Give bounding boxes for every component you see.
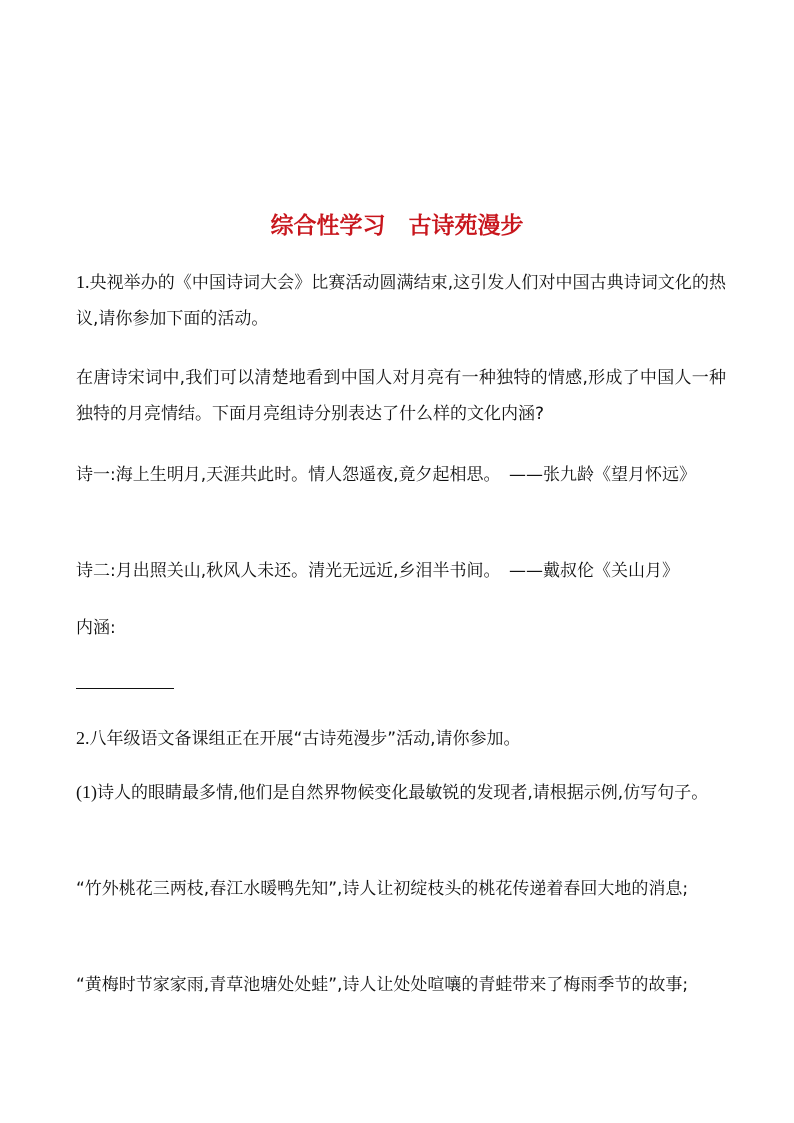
question-2-sub-number: (1): [76, 782, 97, 802]
example-1: “竹外桃花三两枝,春江水暖鸭先知”,诗人让初绽枝头的桃花传递着春回大地的消息;: [76, 879, 689, 899]
question-1-number: 1.: [76, 272, 90, 292]
question-2-intro: [76, 720, 726, 757]
question-2-number: 2.: [76, 728, 90, 748]
question-2-sub-prompt: 诗人的眼睛最多情,他们是自然界物候变化最敏锐的发现者,请根据示例,仿写句子。: [97, 783, 709, 803]
example-2: “黄梅时节家家雨,青草池塘处处蛙”,诗人让处处喧嚷的青蛙带来了梅雨季节的故事;: [76, 975, 689, 995]
question-1-prompt: 在唐诗宋词中,我们可以清楚地看到中国人对月亮有一种独特的情感,形成了中国人一种独特的月亮情结。下面月亮组诗分别表达了什么样的文化内涵?: [76, 368, 726, 424]
poem-1: 诗一:海上生明月,天涯共此时。情人怨遥夜,竟夕起相思。 ——张九龄《望月怀远》: [76, 465, 697, 485]
answer-blank-line: [76, 688, 174, 689]
poem-2: 诗二:月出照关山,秋风人未还。清光无远近,乡泪半书间。 ——戴叔伦《关山月》: [76, 561, 680, 581]
question-2-intro-text: 八年级语文备课组正在开展“古诗苑漫步”活动,请你参加。: [89, 729, 521, 749]
question-1-intro-text: 央视举办的《中国诗词大会》比赛活动圆满结束,这引发人们对中国古典诗词文化的热议,请你参加下面的活动。: [76, 273, 726, 329]
page-title: 综合性学习 古诗苑漫步: [270, 213, 524, 239]
answer-label: 内涵:: [76, 618, 116, 638]
question-1-intro: [76, 264, 726, 337]
question-2-sub-1: [76, 774, 726, 811]
